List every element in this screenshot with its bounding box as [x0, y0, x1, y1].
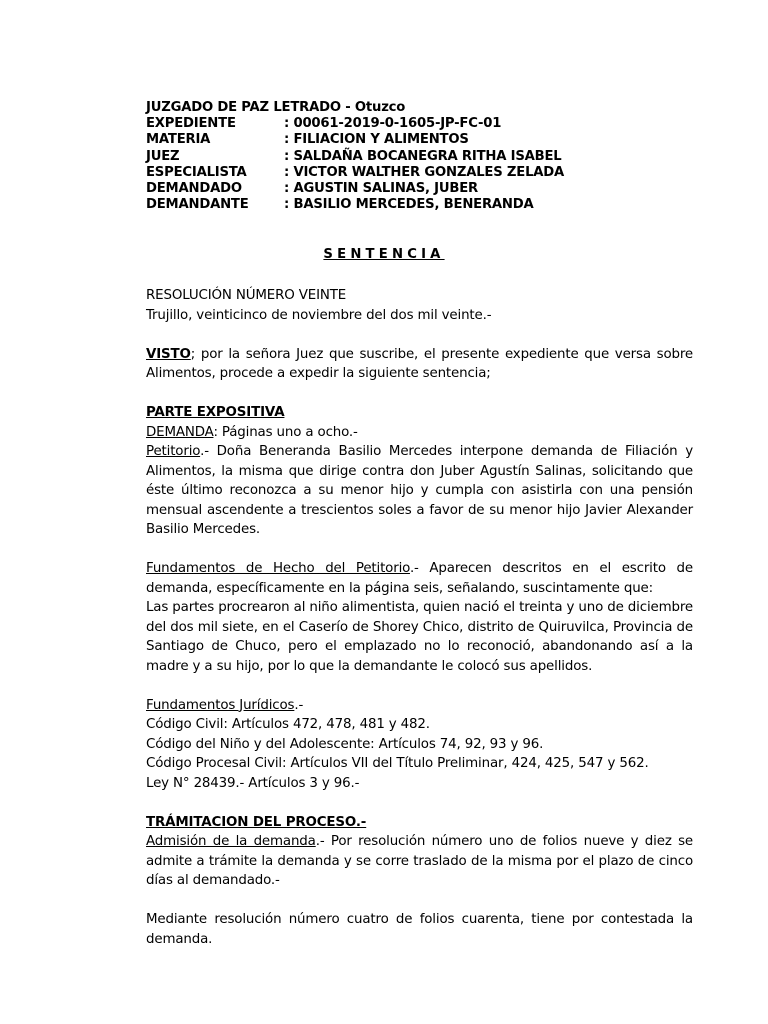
header-label: MATERIA [146, 132, 211, 148]
juridicos-heading: Fundamentos Jurídicos.- [146, 697, 304, 713]
juridicos-item: Código Procesal Civil: Artículos VII del Título Preliminar, 424, 425, 547 y 562. [146, 756, 649, 771]
document-body [146, 286, 693, 949]
juridicos-item: Ley N° 28439.- Artículos 3 y 96.- [146, 775, 360, 791]
court-name: JUZGADO DE PAZ LETRADO - Otuzco [146, 100, 406, 115]
demanda-text: : Páginas uno a ocho.- [213, 424, 358, 440]
header-value: : FILIACION Y ALIMENTOS [284, 132, 469, 148]
case-header [146, 100, 564, 213]
header-row-especialista [146, 165, 564, 181]
juridicos-item: Código del Niño y del Adolescente: Artículos 74, 92, 93 y 96. [146, 736, 544, 752]
document-title: SENTENCIA [323, 247, 445, 262]
resolution-heading: RESOLUCIÓN NÚMERO VEINTE [146, 288, 347, 303]
header-label: DEMANDADO [146, 181, 242, 197]
header-value: : VICTOR WALTHER GONZALES ZELADA [284, 164, 565, 180]
juridicos-item: Código Civil: Artículos 472, 478, 481 y 482. [146, 717, 430, 732]
hecho-label: Fundamentos de Hecho del Petitorio [146, 561, 410, 576]
header-value: : AGUSTIN SALINAS, JUBER [284, 181, 479, 197]
petitorio-paragraph [146, 442, 693, 540]
header-value: : SALDAÑA BOCANEGRA RITHA ISABEL [284, 148, 562, 164]
header-row-demandante [146, 197, 564, 213]
header-row-materia [146, 132, 564, 148]
demanda-line [146, 423, 693, 443]
visto-label: VISTO [146, 346, 191, 362]
hecho-paragraph [146, 559, 693, 598]
admision-label: Admisión de la demanda [146, 834, 316, 849]
header-label: DEMANDANTE [146, 197, 249, 213]
header-row-demandado [146, 181, 564, 197]
header-row-juez [146, 149, 564, 165]
header-label: EXPEDIENTE [146, 116, 236, 132]
header-label: ESPECIALISTA [146, 164, 247, 180]
petitorio-text: .- Doña Beneranda Basilio Mercedes interpone demanda de Filiación y Alimentos, la misma que dirige contra don Juber Agustín Salinas, solicitando que éste último reconozca a su menor hijo y cumpla con asistirla con una pensión mensual ascendente a trescientos soles a favor de su menor hijo Javier Alexander Basilio Mercedes. [146, 444, 693, 537]
contestacion-paragraph: Mediante resolución número cuatro de folios cuarenta, tiene por contestada la demanda. [146, 912, 693, 947]
header-row-expediente [146, 116, 564, 132]
header-value: : BASILIO MERCEDES, BENERANDA [284, 197, 534, 213]
admision-paragraph [146, 832, 693, 891]
admision-text: .- Por resolución número uno de folios nueve y diez se admite a trámite la demanda y se corre traslado de la misma por el plazo de cinco días al demandado.- [146, 834, 693, 888]
hecho-detail: Las partes procrearon al niño alimentista, quien nació el treinta y uno de diciembre del dos mil siete, en el Caserío de Shorey Chico, distrito de Quiruvilca, Provincia de Santiago de Chuco, pero el emplazado no lo reconoció, abandonando así a la madre y a su hijo, por lo que la demandante le colocó sus apellidos. [146, 600, 693, 674]
section-heading-expositiva: PARTE EXPOSITIVA [146, 405, 285, 420]
header-value: : 00061-2019-0-1605-JP-FC-01 [284, 116, 502, 132]
place-date: Trujillo, veinticinco de noviembre del dos mil veinte.- [146, 307, 492, 323]
hecho-text: .- Aparecen descritos en el escrito de demanda, específicamente en la página seis, señalando, suscintamente que: [146, 561, 693, 596]
visto-text: ; por la señora Juez que suscribe, el presente expediente que versa sobre Alimentos, procede a expedir la siguiente sentencia; [146, 346, 693, 381]
section-heading-tramitacion: TRÁMITACION DEL PROCESO.- [146, 814, 367, 830]
petitorio-label: Petitorio [146, 444, 201, 459]
header-label: JUEZ [146, 148, 180, 164]
demanda-label: DEMANDA [146, 424, 214, 440]
visto-paragraph [146, 345, 693, 384]
